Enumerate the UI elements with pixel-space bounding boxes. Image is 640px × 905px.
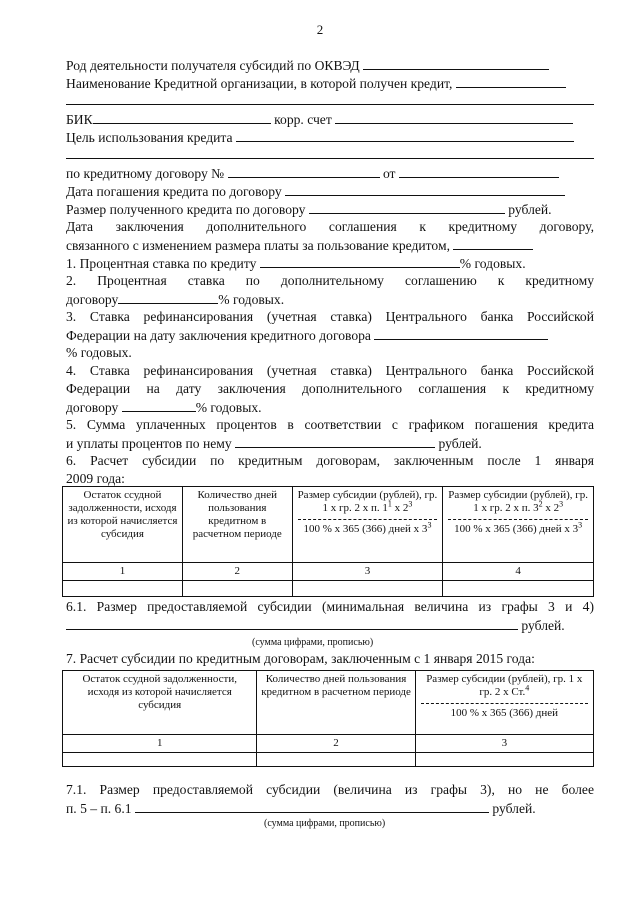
t2-empty-cell[interactable] bbox=[415, 753, 593, 767]
item-7: 7. Расчет субсидии по кредитным договорам, заключенным с 1 января 2015 года: bbox=[66, 651, 535, 666]
t1-col2-header: Количество дней пользования кредитном в расчетном периоде bbox=[182, 487, 292, 563]
repay-date-line: Дата погашения кредита по договору bbox=[66, 182, 594, 201]
t2-col2-header: Количество дней пользования кредитном в расчетном периоде bbox=[257, 671, 415, 735]
bank-name-rule bbox=[66, 104, 594, 105]
addendum-line-2: связанного с изменением размера платы за пользование кредитом, bbox=[66, 236, 594, 255]
item-6-line-2: 2009 года: bbox=[66, 471, 125, 486]
t1-empty-cell[interactable] bbox=[182, 581, 292, 597]
t1-empty-cell[interactable] bbox=[443, 581, 594, 597]
item-6-1: 6.1. Размер предоставляемой субсидии (минимальная величина из графы 3 и 4) bbox=[66, 599, 594, 614]
okved-line: Род деятельности получателя субсидий по ОКВЭД bbox=[66, 56, 594, 75]
item-2-line-1: 2. Процентная ставка по дополнительному соглашению к кредитному bbox=[66, 273, 594, 288]
item-2-line-2: договору % годовых. bbox=[66, 292, 285, 307]
amount-caption-2: (сумма цифрами, прописью) bbox=[264, 818, 386, 829]
item-4-line-3: договору % годовых. bbox=[66, 400, 262, 415]
item-7-1-line-1: 7.1. Размер предоставляемой субсидии (величина из графы 3), но не более bbox=[66, 782, 594, 797]
subsidy-table-2015 bbox=[62, 670, 594, 767]
t1-empty-cell[interactable] bbox=[63, 581, 183, 597]
t1-col4-header: Размер субсидии (рублей), гр. 1 х гр. 2 х п. $3^2$ х $2^3$ 100 % х 365 (366) дней х $3^3$ bbox=[443, 487, 594, 563]
item-4-line-1: 4. Ставка рефинансирования (учетная ставка) Центрального банка Российской bbox=[66, 363, 594, 378]
item-4-line-2: Федерации на дату заключения дополнительного соглашения к кредитному bbox=[66, 381, 594, 396]
contract-line: по кредитному договору № от bbox=[66, 164, 594, 183]
t1-num-3: 3 bbox=[292, 563, 443, 581]
t2-col3-header: Размер субсидии (рублей), гр. 1 х гр. 2 х Ст.$^4$ 100 % х 365 (366) дней bbox=[415, 671, 593, 735]
item-1: 1. Процентная ставка по кредиту % годовых. bbox=[66, 256, 526, 271]
t2-empty-cell[interactable] bbox=[63, 753, 257, 767]
subsidy-table-2009 bbox=[62, 486, 594, 597]
t2-col1-header: Остаток ссудной задолженности, исходя из которой начисляется субсидия bbox=[63, 671, 257, 735]
t2-num-2: 2 bbox=[257, 735, 415, 753]
t1-col3-header: Размер субсидии (рублей), гр. 1 х гр. 2 х п. $1^1$ х $2^3$ 100 % х 365 (366) дней х $3^3$ bbox=[292, 487, 443, 563]
t2-empty-cell[interactable] bbox=[257, 753, 415, 767]
t1-empty-cell[interactable] bbox=[292, 581, 443, 597]
item-3-line-2: Федерации на дату заключения кредитного договора bbox=[66, 326, 594, 345]
item-5-line-1: 5. Сумма уплаченных процентов в соответствии с графиком погашения кредита bbox=[66, 417, 594, 432]
item-3-line-3: % годовых. bbox=[66, 345, 132, 360]
item-3-line-1: 3. Ставка рефинансирования (учетная ставка) Центрального банка Российской bbox=[66, 309, 594, 324]
item-6-line-1: 6. Расчет субсидии по кредитным договорам, заключенным после 1 января bbox=[66, 453, 594, 468]
credit-purpose-rule bbox=[66, 158, 594, 159]
t2-num-1: 1 bbox=[63, 735, 257, 753]
item-6-1-amount: рублей. bbox=[66, 616, 594, 635]
bank-name-line: Наименование Кредитной организации, в которой получен кредит, bbox=[66, 74, 594, 93]
t2-num-3: 3 bbox=[415, 735, 593, 753]
page-number: 2 bbox=[316, 22, 324, 37]
loan-amount-line: Размер полученного кредита по договору рублей. bbox=[66, 202, 552, 217]
addendum-line-1: Дата заключения дополнительного соглашения к кредитному договору, bbox=[66, 219, 594, 234]
amount-caption-1: (сумма цифрами, прописью) bbox=[252, 637, 374, 648]
bik-line: БИК корр. счет bbox=[66, 110, 594, 129]
t1-col1-header: Остаток ссудной задолженности, исходя из которой начисляется субсидия bbox=[63, 487, 183, 563]
t1-num-4: 4 bbox=[443, 563, 594, 581]
t1-num-2: 2 bbox=[182, 563, 292, 581]
credit-purpose-line: Цель использования кредита bbox=[66, 128, 594, 147]
item-5-line-2: и уплаты процентов по нему рублей. bbox=[66, 436, 482, 451]
t1-num-1: 1 bbox=[63, 563, 183, 581]
item-7-1-line-2: п. 5 – п. 6.1 рублей. bbox=[66, 801, 536, 816]
